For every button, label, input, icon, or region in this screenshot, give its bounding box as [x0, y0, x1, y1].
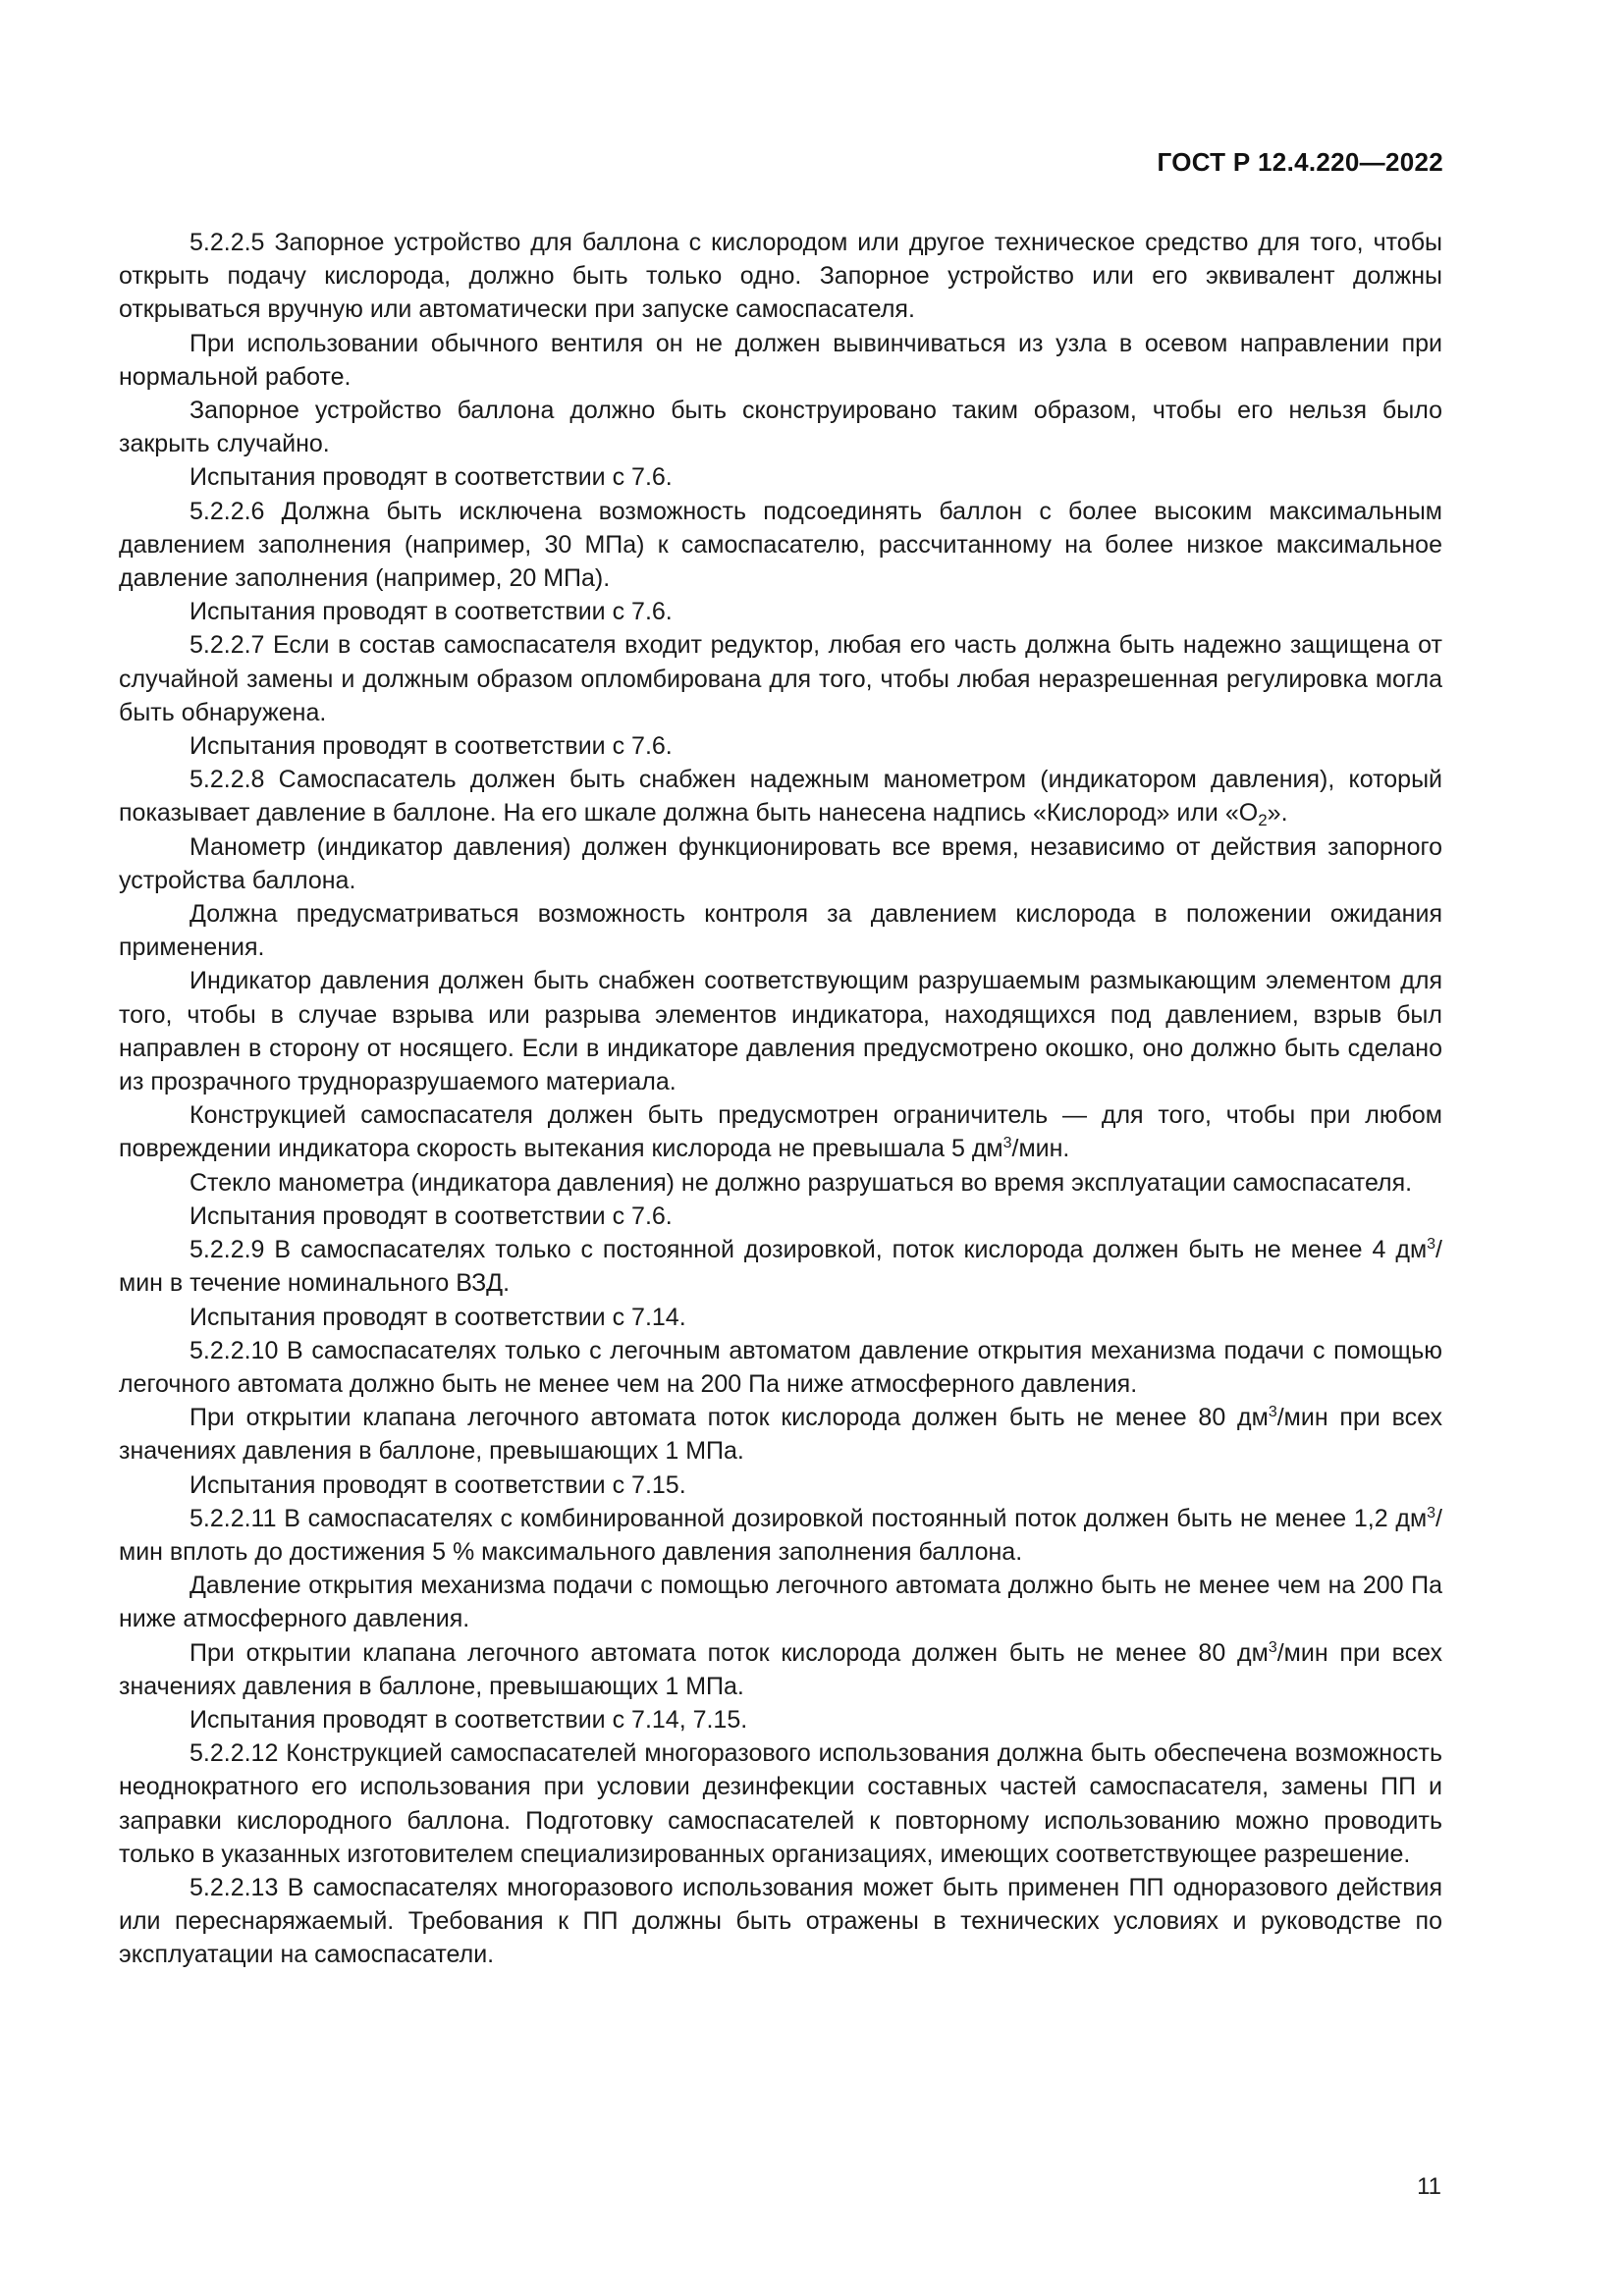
test-reference: Испытания проводят в соответствии с 7.6. — [189, 463, 673, 492]
document-body — [119, 226, 1442, 1972]
paragraph-5-2-2-11 — [119, 1502, 1442, 1569]
test-reference: Испытания проводят в соответствии с 7.14, 7.15. — [189, 1705, 748, 1734]
paragraph-5-2-2-8 — [119, 763, 1442, 829]
test-reference: Испытания проводят в соответствии с 7.6. — [189, 1201, 673, 1230]
paragraph-5-2-2-10: 5.2.2.10 В самоспасателях только с легочным автоматом давление открытия механизма подачи с помощью легочного автомата должно быть не менее чем на 200 Па ниже атмосферного давления. — [119, 1336, 1442, 1398]
paragraph: Индикатор давления должен быть снабжен соответствующим разрушаемым размыкающим элементом для того, чтобы в случае взрыва или разрыва элементов индикатора, находящихся под давлением, взрыв был направлен в сторону от носящего. Если в индикаторе давления предусмотрено окошко, оно должно быть сделано из прозрачного трудноразрушаемого материала. — [119, 967, 1442, 1096]
paragraph-5-2-2-6: 5.2.2.6 Должна быть исключена возможность подсоединять баллон с более высоким максимальным давлением заполнения (например, 30 МПа) к самоспасателю, рассчитанному на более низкое максимальное давление заполнения (например, 20 МПа). — [119, 497, 1442, 593]
text-run: /мин при всех значениях давления в баллоне, превышающих 1 МПа. — [119, 1638, 1442, 1700]
text-run: Конструкцией самоспасателя должен быть предусмотрен ограничитель — для того, чтобы при любом повреждении индикатора скорость вытекания кислорода не превышала 5 дм — [119, 1101, 1442, 1163]
superscript: 3 — [1427, 1504, 1436, 1522]
document-standard-number: ГОСТ Р 12.4.220—2022 — [1157, 147, 1443, 177]
paragraph — [119, 1401, 1442, 1468]
test-reference: Испытания проводят в соответствии с 7.6. — [189, 732, 673, 761]
paragraph: Давление открытия механизма подачи с помощью легочного автомата должно быть не менее чем на 200 Па ниже атмосферного давления. — [119, 1572, 1442, 1633]
paragraph-5-2-2-12: 5.2.2.12 Конструкцией самоспасателей многоразового использования должна быть обеспечена возможность неоднократного его использования при условии дезинфекции составных частей самоспасателя, замены ПП и заправки кислородного баллона. Подготовку самоспасателей к повторному использованию можно проводить только в указанных изготовителем специализированных организациях, имеющих соответствующее разрешение. — [119, 1739, 1442, 1868]
subscript: 2 — [1258, 811, 1268, 830]
paragraph: При использовании обычного вентиля он не должен вывинчиваться из узла в осевом направлении при нормальной работе. — [119, 329, 1442, 391]
paragraph: Манометр (индикатор давления) должен функционировать все время, независимо от действия запорного устройства баллона. — [119, 832, 1442, 894]
paragraph-5-2-2-5: 5.2.2.5 Запорное устройство для баллона с кислородом или другое техническое средство для того, чтобы открыть подачу кислорода, должно быть только одно. Запорное устройство или его эквивалент должны открываться вручную или автоматически при запуске самоспасателя. — [119, 229, 1442, 324]
superscript: 3 — [1268, 1638, 1277, 1656]
text-run: ». — [1267, 799, 1288, 828]
paragraph-5-2-2-7: 5.2.2.7 Если в состав самоспасателя входит редуктор, любая его часть должна быть надежно защищена от случайной замены и должным образом опломбирована для того, чтобы любая неразрешенная регулировка могла быть обнаружена. — [119, 631, 1442, 726]
paragraph-5-2-2-13: 5.2.2.13 В самоспасателях многоразового использования может быть применен ПП одноразового действия или переснаряжаемый. Требования к ПП должны быть отражены в технических условиях и руководстве по эксплуатации на самоспасатели. — [119, 1873, 1442, 1969]
test-reference: Испытания проводят в соответствии с 7.15. — [189, 1470, 686, 1499]
text-run: При открытии клапана легочного автомата поток кислорода должен быть не менее 80 дм — [189, 1638, 1269, 1667]
superscript: 3 — [1268, 1404, 1277, 1421]
text-run: /мин в течение номинального ВЗД. — [119, 1236, 1442, 1298]
text-run: /мин вплоть до достижения 5 % максимального давления заполнения баллона. — [119, 1504, 1442, 1566]
page-number: 11 — [1417, 2173, 1441, 2200]
text-run: 5.2.2.11 В самоспасателях с комбинированной дозировкой постоянный поток должен быть не менее 1,2 дм — [189, 1504, 1428, 1532]
paragraph-5-2-2-9 — [119, 1233, 1442, 1300]
paragraph: Запорное устройство баллона должно быть сконструировано таким образом, чтобы его нельзя было закрыть случайно. — [119, 397, 1442, 458]
paragraph — [119, 1636, 1442, 1703]
text-run: /мин при всех значениях давления в баллоне, превышающих 1 МПа. — [119, 1404, 1442, 1466]
superscript: 3 — [1427, 1236, 1436, 1254]
test-reference: Испытания проводят в соответствии с 7.14. — [189, 1303, 686, 1331]
text-run: При открытии клапана легочного автомата поток кислорода должен быть не менее 80 дм — [189, 1404, 1269, 1432]
test-reference: Испытания проводят в соответствии с 7.6. — [189, 598, 673, 626]
text-run: 5.2.2.8 Самоспасатель должен быть снабжен надежным манометром (индикатором давления), который показывает давление в баллоне. На его шкале должна быть нанесена надпись «Кислород» или «О — [119, 766, 1442, 828]
paragraph — [119, 1098, 1442, 1165]
superscript: 3 — [1002, 1135, 1012, 1152]
text-run: /мин. — [1011, 1135, 1070, 1163]
text-run: 5.2.2.9 В самоспасателях только с постоянной дозировкой, поток кислорода должен быть не менее 4 дм — [189, 1236, 1428, 1264]
paragraph: Стекло манометра (индикатора давления) не должно разрушаться во время эксплуатации самоспасателя. — [189, 1168, 1413, 1197]
paragraph: Должна предусматриваться возможность контроля за давлением кислорода в положении ожидания применения. — [119, 900, 1442, 962]
